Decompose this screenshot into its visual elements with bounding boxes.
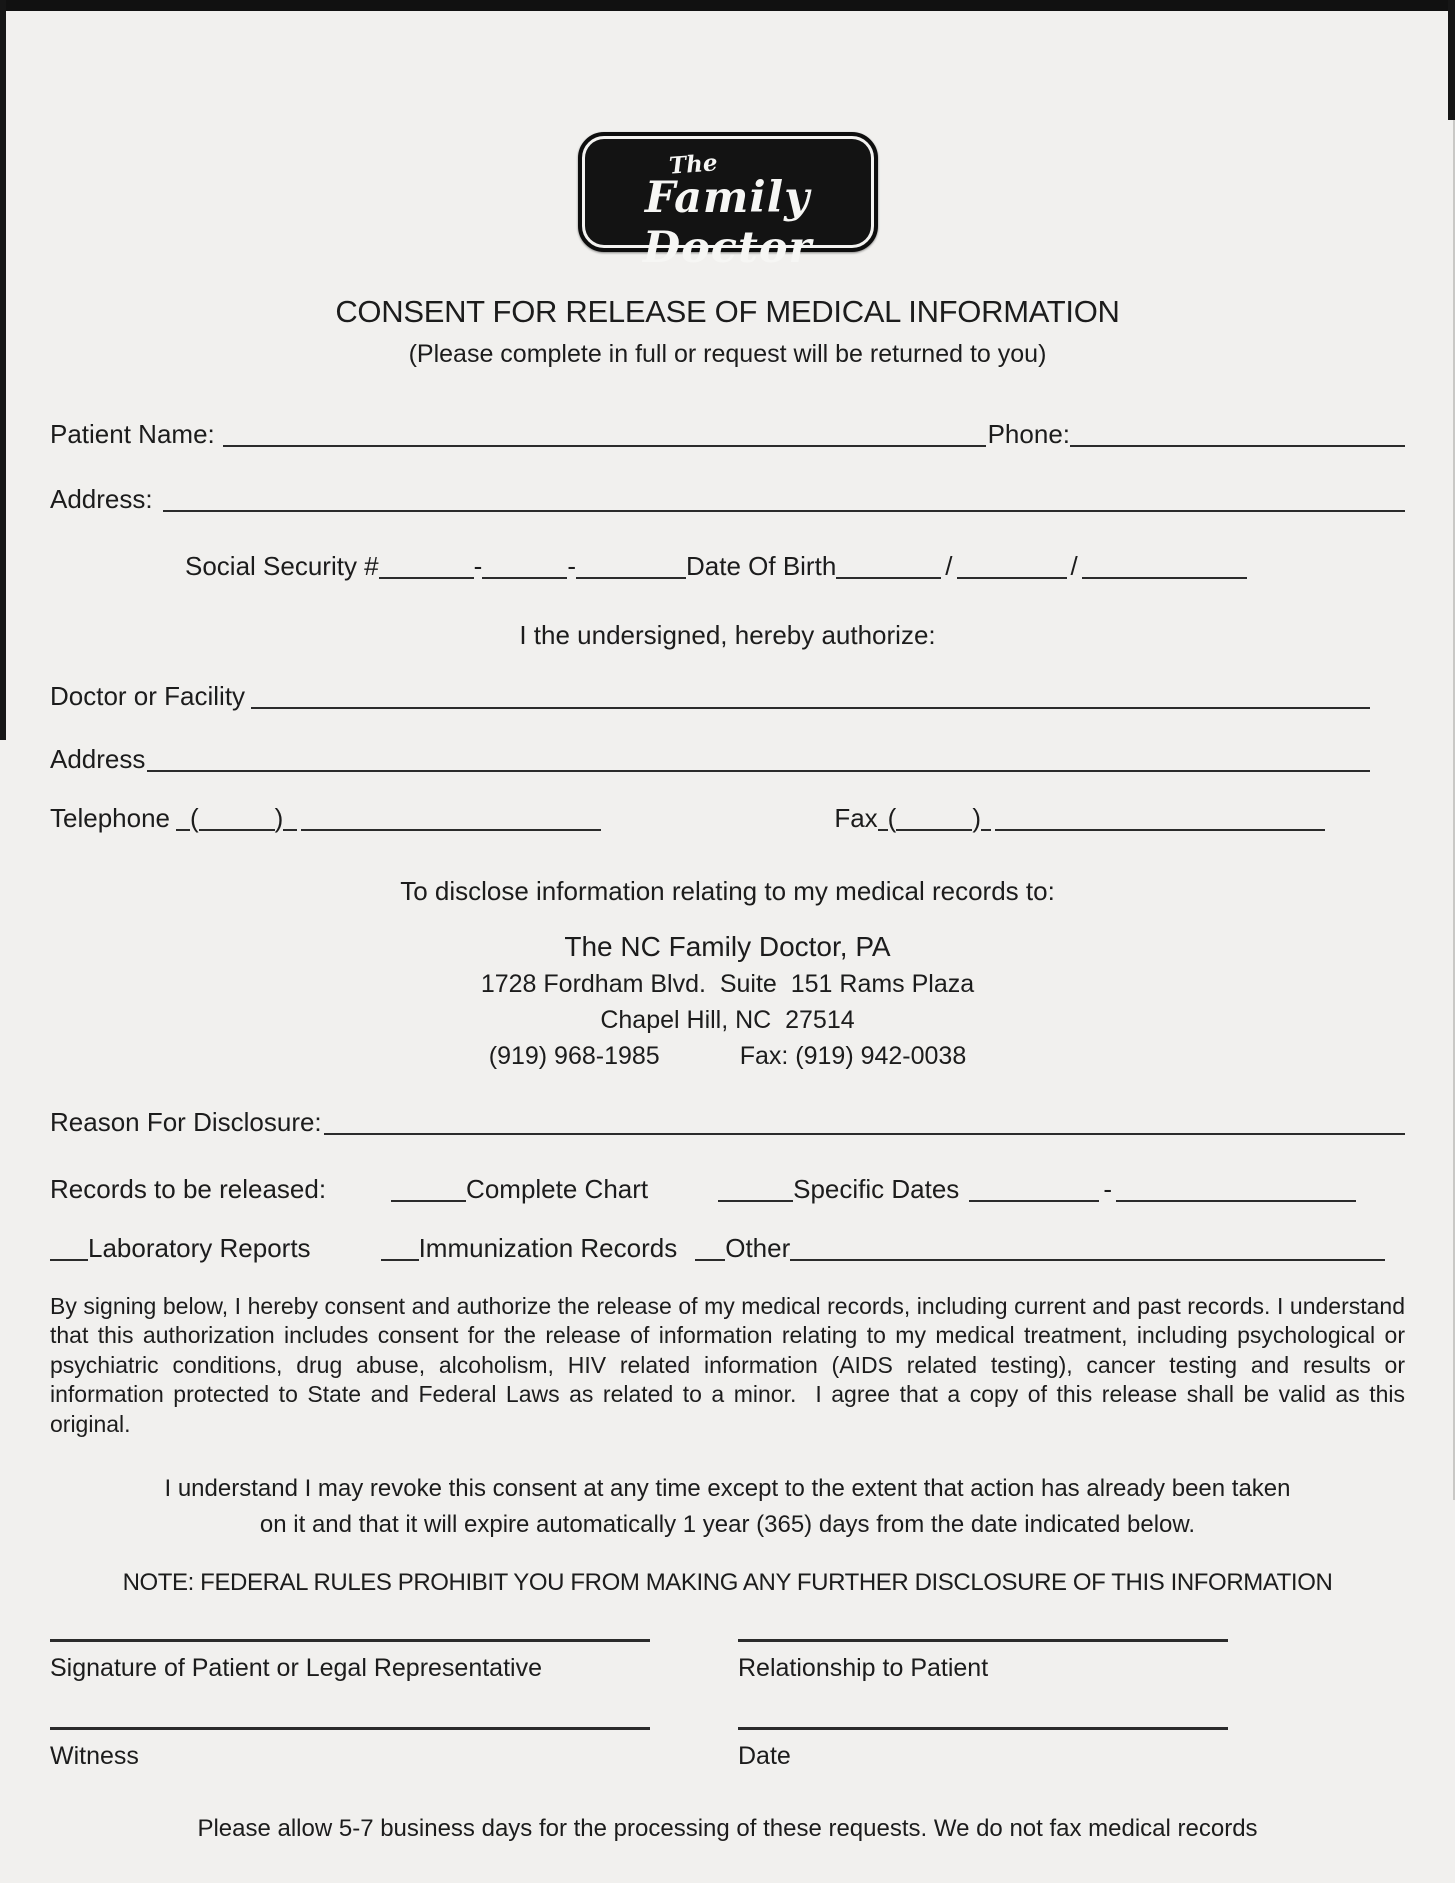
immunization-label: Immunization Records [418,1233,678,1263]
ssn-dash-2: - [567,551,576,581]
doctor-facility-row [0,681,1455,712]
witness-label: Witness [50,1742,139,1771]
specific-dates-from-field[interactable] [969,1200,1099,1202]
specific-dates-label: Specific Dates [793,1174,960,1204]
consent-body-paragraph: By signing below, I hereby consent and authorize the release of my medical records, including current and past records. I understand that this authorization includes consent for the release of information relating to my medical treatment, including psychological or psychiatric conditions, drug abuse, alcoholism, HIV related information (AIDS related testing), cancer testing and results or information protected to State and Federal Laws as related to a minor. I agree that a copy of this release shall be valid as this original. [50,1293,1412,1437]
dob-year-field[interactable] [1082,577,1247,579]
practice-phone: (919) 968-1985 [488,1042,660,1070]
telephone-fax-row [0,803,1455,834]
fax-label: Fax [834,803,878,833]
logo-prefix-text: The [667,149,718,180]
fax-paren-open: ( [887,803,897,833]
fax-pre-field[interactable] [878,829,888,831]
patient-address-label: Address: [50,484,153,514]
ssn-dob-row [0,551,1455,582]
telephone-paren-close: ) [274,803,284,833]
specific-dates-checkline[interactable] [718,1200,793,1202]
doctor-facility-field[interactable] [251,707,1370,709]
date-field[interactable] [738,1727,1228,1730]
federal-rules-note: NOTE: FEDERAL RULES PROHIBIT YOU FROM MAKING ANY FURTHER DISCLOSURE OF THIS INFORMATION [122,1569,1333,1597]
practice-fax: Fax: (919) 942-0038 [739,1042,967,1070]
specific-dates-dash: - [1103,1174,1112,1204]
fax-gap-field[interactable] [981,829,991,831]
date-label: Date [738,1742,791,1771]
telephone-paren-open: ( [190,803,199,833]
fax-number-field[interactable] [995,829,1325,831]
patient-address-field[interactable] [163,510,1405,512]
reason-field[interactable] [324,1133,1405,1135]
doctor-facility-label: Doctor or Facility [50,681,246,711]
revoke-paragraph: I understand I may revoke this consent at any time except to the extent that action has already been taken on it and that it will expire automatically 1 year (365) days from the date indicated below. [164,1475,1291,1539]
dob-label: Date Of Birth [686,551,837,581]
telephone-pre-field[interactable] [176,829,190,831]
laboratory-checkline[interactable] [50,1259,88,1261]
other-checkline[interactable] [695,1259,725,1261]
telephone-number-field[interactable] [301,829,601,831]
relationship-label: Relationship to Patient [738,1654,989,1683]
dob-month-field[interactable] [836,577,941,579]
dob-day-field[interactable] [957,577,1067,579]
records-released-label: Records to be released: [50,1174,327,1204]
date-column [738,1727,1228,1771]
dob-slash-2: / [1070,551,1078,581]
telephone-label: Telephone [50,803,170,833]
practice-address-line2: Chapel Hill, NC 27514 [600,1006,855,1034]
practice-name: The NC Family Doctor, PA [564,931,891,962]
records-released-row [0,1174,1455,1205]
relationship-column [738,1639,1228,1683]
facility-address-field[interactable] [147,770,1370,772]
practice-address-line1: 1728 Fordham Blvd. Suite 151 Rams Plaza [480,970,975,998]
disclose-heading: To disclose information relating to my medical records to: [400,876,1055,906]
signature-row [0,1639,1455,1683]
complete-chart-label: Complete Chart [466,1174,649,1204]
record-types-row [0,1233,1455,1264]
witness-date-row [0,1727,1455,1771]
ssn-label: Social Security # [185,551,379,581]
ssn-part2-field[interactable] [482,577,567,579]
family-doctor-logo-plate [585,139,871,273]
signature-column [50,1639,650,1683]
form-title: CONSENT FOR RELEASE OF MEDICAL INFORMATION [335,294,1120,329]
other-field[interactable] [790,1259,1385,1261]
patient-name-field[interactable] [223,445,986,447]
specific-dates-to-field[interactable] [1116,1200,1356,1202]
ssn-part1-field[interactable] [379,577,474,579]
fax-areacode-field[interactable] [896,829,972,831]
dob-slash-1: / [945,551,953,581]
form-subtitle: (Please complete in full or request will be returned to you) [408,340,1047,368]
patient-name-label: Patient Name: [50,419,215,449]
signature-field[interactable] [50,1639,650,1642]
telephone-gap-field[interactable] [283,829,297,831]
signature-label: Signature of Patient or Legal Representative [50,1654,542,1683]
patient-address-row [0,484,1455,515]
witness-field[interactable] [50,1727,650,1730]
witness-column [50,1727,650,1771]
laboratory-label: Laboratory Reports [88,1233,311,1263]
logo-container [0,0,1455,273]
other-label: Other [725,1233,791,1263]
relationship-field[interactable] [738,1639,1228,1642]
family-doctor-logo [578,132,878,273]
phone-label: Phone: [987,419,1070,449]
processing-note: Please allow 5-7 business days for the processing of these requests. We do not fax medical records [197,1815,1258,1843]
facility-address-row [0,744,1455,775]
ssn-part3-field[interactable] [576,577,686,579]
fax-paren-close: ) [972,803,981,833]
ssn-dash-1: - [473,551,483,581]
reason-row [0,1107,1455,1138]
practice-phone-fax-line [0,1042,1455,1071]
reason-label: Reason For Disclosure: [50,1107,322,1137]
complete-chart-checkline[interactable] [391,1200,466,1202]
authorize-heading: I the undersigned, hereby authorize: [519,620,936,650]
phone-field[interactable] [1070,445,1405,447]
immunization-checkline[interactable] [381,1259,419,1261]
telephone-areacode-field[interactable] [199,829,275,831]
facility-address-label: Address [50,744,146,774]
logo-name-text: Family Doctor [642,173,813,273]
patient-name-row [0,419,1455,450]
